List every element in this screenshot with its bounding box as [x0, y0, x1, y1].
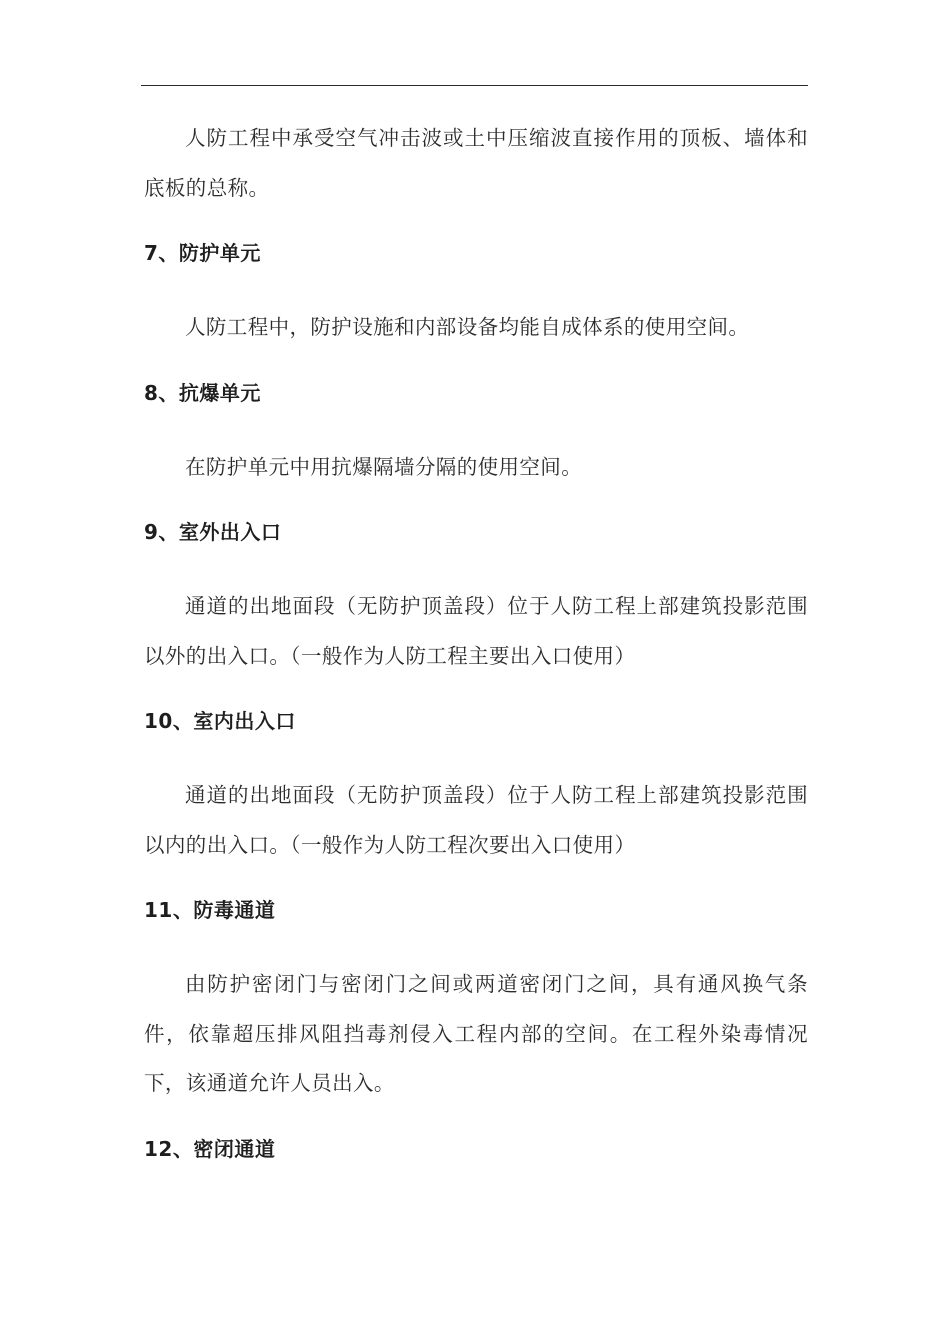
- document-body: [144, 114, 808, 1199]
- section-paragraph-7: 人防工程中，防护设施和内部设备均能自成体系的使用空间。: [185, 315, 750, 339]
- intro-paragraph: 人防工程中承受空气冲击波或土中压缩波直接作用的顶板、墙体和底板的总称。: [144, 126, 808, 200]
- section-heading-12: 12、密闭通道: [144, 1136, 276, 1161]
- header-rule: [141, 85, 808, 86]
- section-paragraph-11: 由防护密闭门与密闭门之间或两道密闭门之间，具有通风换气条件，依靠超压排风阻挡毒剂侵入工程内部的空间。在工程外染毒情况下，该通道允许人员出入。: [144, 972, 808, 1095]
- section-paragraph-10: 通道的出地面段（无防护顶盖段）位于人防工程上部建筑投影范围以内的出入口。（一般作为人防工程次要出入口使用）: [144, 783, 808, 857]
- section-paragraph-8: 在防护单元中用抗爆隔墙分隔的使用空间。: [185, 454, 583, 479]
- section-paragraph-9: 通道的出地面段（无防护顶盖段）位于人防工程上部建筑投影范围以外的出入口。（一般作为人防工程主要出入口使用）: [144, 594, 808, 668]
- section-heading-7: 7、防护单元: [144, 241, 261, 265]
- section-heading-9: 9、室外出入口: [144, 520, 282, 544]
- section-heading-10: 10、室内出入口: [144, 709, 296, 733]
- section-heading-11: 11、防毒通道: [144, 898, 276, 922]
- section-heading-8: 8、抗爆单元: [144, 380, 261, 405]
